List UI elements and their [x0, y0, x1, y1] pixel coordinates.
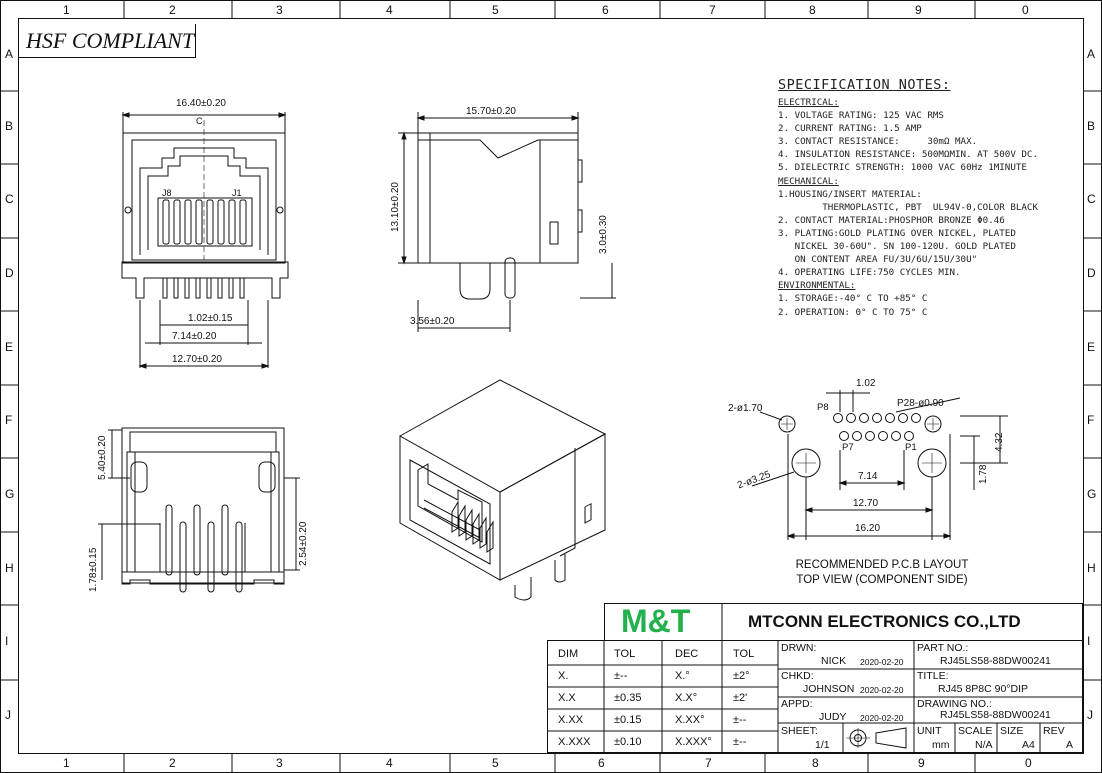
tolerance-cell: X.XXX	[558, 736, 591, 748]
front-center-mark: C	[196, 116, 203, 126]
pcb-layout-caption	[772, 558, 992, 588]
col-label-top: 5	[492, 3, 499, 17]
col-label-bottom: 4	[386, 756, 393, 770]
pcb-big-hole-dim: 2-ø1.70	[728, 403, 763, 414]
pcb-pin-label-p1: P1	[905, 442, 917, 453]
drawing-no: RJ45LS58-88DW00241	[940, 709, 1051, 721]
rear-h2-dim: 1.78±0.15	[88, 547, 99, 592]
row-label-left: D	[5, 266, 14, 280]
spec-line: 2. OPERATION: 0° C TO 75° C	[778, 306, 928, 318]
tolerance-cell: X.X	[558, 692, 576, 704]
col-label-top: 4	[386, 3, 393, 17]
spec-line: THERMOPLASTIC, PBT UL94V-0,COLOR BLACK	[778, 201, 1038, 213]
col-label-bottom: 6	[598, 756, 605, 770]
pcb-row-gap-dim: 4.32	[994, 432, 1005, 452]
spec-line: ON CONTENT AREA FU/3U/6U/15U/30U"	[778, 254, 978, 266]
col-label-bottom: 3	[276, 756, 283, 770]
unit-value: mm	[932, 739, 950, 751]
tolerance-cell: X.X°	[675, 692, 698, 704]
tolerance-cell: ±0.10	[614, 736, 642, 748]
spec-line: 2. CURRENT RATING: 1.5 AMP	[778, 123, 922, 135]
spec-line: 1.HOUSING/INSERT MATERIAL:	[778, 188, 922, 200]
sheet-value: 1/1	[815, 739, 830, 751]
rear-view	[98, 428, 300, 592]
row-label-left: A	[5, 47, 14, 61]
pcb-pin-label-p8: P8	[817, 402, 829, 413]
row-label-right: J	[1087, 708, 1093, 722]
spec-mechanical-heading: MECHANICAL:	[778, 175, 839, 187]
row-label-right: I	[1087, 634, 1091, 648]
rear-h3-dim: 2.54±0.20	[298, 521, 309, 566]
spec-environmental-heading: ENVIRONMENTAL:	[778, 280, 856, 292]
tolerance-cell: ±--	[733, 714, 747, 726]
isometric-view	[400, 380, 605, 600]
appd-name: JUDY	[819, 711, 847, 723]
spec-line: NICKEL 30-60U". SN 100-120U. GOLD PLATED	[778, 241, 1016, 253]
side-pin-len-dim: 3.0±0.30	[598, 215, 609, 254]
col-label-top: 9	[915, 3, 922, 17]
col-label-bottom: 2	[169, 756, 176, 770]
part-no: RJ45LS58-88DW00241	[940, 655, 1051, 667]
size-label: SIZE	[1000, 725, 1024, 737]
col-label-top: 7	[709, 3, 716, 17]
title-value: RJ45 8P8C 90°DIP	[938, 683, 1028, 695]
title-label: TITLE:	[917, 670, 949, 682]
hsf-compliant-label: HSF COMPLIANT	[18, 24, 196, 58]
side-length-dim: 15.70±0.20	[466, 106, 516, 117]
row-label-right: A	[1087, 47, 1096, 61]
row-label-left: E	[5, 340, 14, 354]
pcb-post-span-dim: 12.70	[853, 498, 879, 509]
pcb-pin-label-p7: P7	[842, 442, 854, 453]
tolerance-cell: X.	[558, 670, 569, 682]
pcb-caption-line2: TOP VIEW (COMPONENT SIDE)	[796, 574, 968, 586]
sheet-label: SHEET:	[781, 725, 818, 737]
row-label-right: C	[1087, 192, 1096, 206]
drwn-date: 2020-02-20	[860, 657, 904, 667]
tolerance-cell: ±0.15	[614, 714, 642, 726]
col-label-bottom: 1	[63, 756, 70, 770]
tolerance-cell: ±--	[614, 670, 628, 682]
row-label-right: D	[1087, 266, 1096, 280]
drawing-no-label: DRAWING NO.:	[917, 698, 992, 710]
tolerance-cell: X.°	[675, 670, 690, 682]
tolerance-cell: ±2'	[733, 692, 748, 704]
appd-label: APPD:	[781, 698, 813, 710]
row-label-right: F	[1087, 413, 1095, 427]
col-label-bottom: 8	[812, 756, 819, 770]
spec-electrical-heading: ELECTRICAL:	[778, 97, 839, 108]
company-name: MTCONN ELECTRONICS CO.,LTD	[748, 612, 1021, 631]
tolerance-header: DEC	[675, 648, 699, 660]
company-logo: M&T	[621, 603, 691, 639]
front-width-dim: 16.40±0.20	[176, 98, 226, 109]
scale-value: N/A	[975, 739, 993, 751]
col-label-bottom: 7	[705, 756, 712, 770]
front-post-span-dim: 12.70±0.20	[172, 354, 222, 365]
drwn-label: DRWN:	[781, 642, 817, 654]
rear-h1-dim: 5.40±0.20	[97, 435, 108, 480]
chkd-date: 2020-02-20	[860, 685, 904, 695]
col-label-bottom: 0	[1025, 756, 1032, 770]
pcb-offset-dim: 1.78	[978, 464, 989, 484]
col-label-bottom: 5	[492, 756, 499, 770]
spec-title: SPECIFICATION NOTES:	[778, 77, 951, 93]
size-value: A4	[1022, 739, 1035, 751]
specification-notes	[778, 76, 1078, 319]
pcb-layout	[752, 390, 1008, 540]
pcb-pitch-dim: 1.02	[856, 378, 876, 389]
col-label-top: 8	[809, 3, 816, 17]
col-label-top: 0	[1022, 3, 1029, 17]
tolerance-header: DIM	[558, 648, 579, 660]
spec-line: 3. PLATING:GOLD PLATING OVER NICKEL, PLATED	[778, 227, 1016, 239]
row-label-left: G	[5, 487, 15, 501]
unit-label: UNIT	[917, 725, 942, 737]
row-label-right: E	[1087, 340, 1096, 354]
chkd-label: CHKD:	[781, 670, 814, 682]
front-view	[122, 112, 288, 368]
row-label-left: H	[5, 561, 14, 575]
tolerance-cell: X.XX°	[675, 714, 705, 726]
tolerance-header: TOL	[614, 648, 636, 660]
col-label-top: 3	[276, 3, 283, 17]
row-label-right: G	[1087, 487, 1097, 501]
rev-label: REV	[1043, 725, 1065, 737]
side-post-offset-dim: 3.56±0.20	[410, 316, 455, 327]
pcb-pin-span-dim: 7.14	[858, 471, 878, 482]
row-label-right: H	[1087, 561, 1096, 575]
spec-line: 1. STORAGE:-40° C TO +85° C	[778, 293, 928, 305]
front-pin-label-j8: J8	[162, 188, 172, 198]
spec-line: 5. DIELECTRIC STRENGTH: 1000 VAC 60Hz 1MINUTE	[778, 162, 1027, 174]
row-label-left: I	[5, 634, 9, 648]
row-label-left: B	[5, 119, 14, 133]
spec-line: 4. OPERATING LIFE:750 CYCLES MIN.	[778, 267, 961, 279]
row-label-left: C	[5, 192, 14, 206]
col-label-top: 6	[602, 3, 609, 17]
drwn-name: NICK	[821, 655, 847, 667]
spec-line: 2. CONTACT MATERIAL:PHOSPHOR BRONZE Φ0.46	[778, 214, 1005, 226]
side-view	[398, 112, 616, 332]
appd-date: 2020-02-20	[860, 713, 904, 723]
tolerance-cell: ±0.35	[614, 692, 642, 704]
pcb-overall-dim: 16.20	[855, 523, 881, 534]
row-label-left: F	[5, 413, 13, 427]
front-pin-span-dim: 7.14±0.20	[172, 331, 217, 342]
front-pin-label-j1: J1	[232, 188, 242, 198]
spec-line: 4. INSULATION RESISTANCE: 500MΩMIN. AT 500V DC.	[778, 149, 1038, 161]
scale-label: SCALE	[958, 725, 993, 737]
rev-value: A	[1066, 739, 1074, 751]
tolerance-cell: X.XXX°	[675, 736, 712, 748]
tolerance-cell: ±2°	[733, 670, 750, 682]
spec-line: 3. CONTACT RESISTANCE: 30mΩ MAX.	[778, 136, 978, 148]
row-label-right: B	[1087, 119, 1096, 133]
row-label-left: J	[5, 708, 11, 722]
tolerance-cell: X.XX	[558, 714, 584, 726]
front-pitch-dim: 1.02±0.15	[188, 313, 233, 324]
col-label-bottom: 9	[918, 756, 925, 770]
tolerance-cell: ±--	[733, 736, 747, 748]
pcb-post-hole-dim: 2-ø3.25	[736, 469, 773, 492]
pcb-small-hole-dim: P28-ø0.90	[897, 398, 944, 409]
part-no-label: PART NO.:	[917, 642, 969, 654]
spec-line: 1. VOLTAGE RATING: 125 VAC RMS	[778, 110, 944, 122]
col-label-top: 2	[169, 3, 176, 17]
tolerance-header: TOL	[733, 648, 755, 660]
side-height-dim: 13.10±0.20	[390, 182, 401, 232]
chkd-name: JOHNSON	[803, 683, 855, 695]
col-label-top: 1	[63, 3, 70, 17]
pcb-caption-line1: RECOMMENDED P.C.B LAYOUT	[795, 559, 969, 571]
